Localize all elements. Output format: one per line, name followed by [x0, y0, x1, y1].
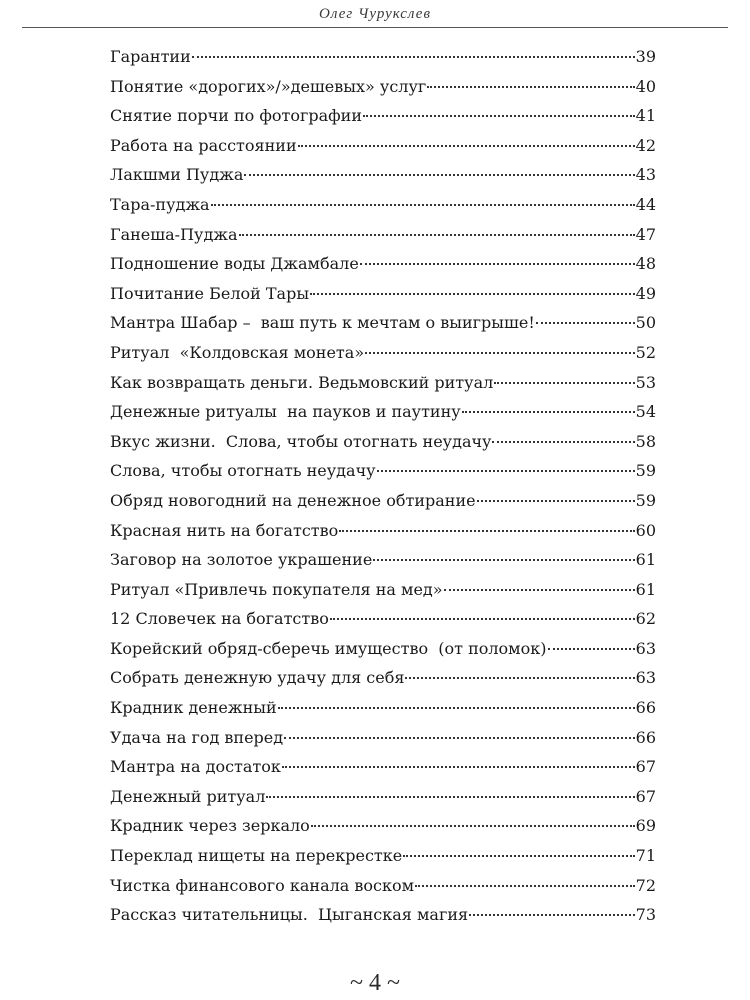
toc-entry-page: 59: [635, 461, 656, 481]
header-rule: [22, 27, 728, 28]
toc-entry-page: 62: [635, 609, 656, 629]
table-of-contents: [110, 42, 656, 930]
toc-entry-page: 54: [635, 402, 656, 422]
toc-entry: [110, 249, 656, 279]
toc-entry-title: Почитание Белой Тары: [110, 283, 310, 303]
toc-dot-leader: [536, 321, 635, 324]
toc-dot-leader: [403, 854, 634, 857]
toc-entry-page: 43: [635, 165, 656, 185]
toc-entry: [110, 131, 656, 161]
toc-dot-leader: [494, 381, 634, 384]
toc-entry-page: 39: [635, 47, 656, 66]
toc-entry: [110, 841, 656, 871]
toc-entry: [110, 900, 656, 930]
toc-dot-leader: [244, 173, 634, 176]
toc-entry: [110, 663, 656, 693]
toc-dot-leader: [211, 203, 635, 206]
toc-entry-page: 58: [635, 431, 656, 451]
toc-entry-title: Мантра на достаток: [110, 757, 281, 777]
toc-entry-title: Переклад нищеты на перекрестке: [110, 846, 403, 866]
toc-entry-title: Тара-пуджа: [110, 194, 210, 214]
toc-dot-leader: [192, 55, 635, 58]
running-header: [0, 0, 750, 36]
toc-entry: [110, 279, 656, 309]
toc-dot-leader: [282, 765, 635, 768]
toc-dot-leader: [405, 676, 634, 679]
toc-entry-page: 73: [635, 905, 656, 925]
toc-entry-title: Обряд новогодний на денежное обтирание: [110, 490, 476, 510]
toc-dot-leader: [477, 499, 635, 502]
toc-dot-leader: [492, 440, 634, 443]
toc-entry-page: 63: [635, 638, 656, 658]
toc-entry-page: 53: [635, 372, 656, 392]
toc-entry-page: 42: [635, 135, 656, 155]
toc-entry: [110, 42, 656, 72]
toc-entry-title: Рассказ читательницы. Цыганская магия: [110, 905, 469, 925]
author-name: Олег Чурукслев: [319, 6, 431, 22]
toc-entry: [110, 516, 656, 546]
toc-entry-page: 50: [635, 313, 656, 333]
toc-entry-title: Чистка финансового канала воском: [110, 875, 415, 895]
toc-entry-title: Удача на год вперед: [110, 727, 284, 747]
toc-dot-leader: [377, 469, 635, 472]
toc-entry-title: Подношение воды Джамбале: [110, 254, 359, 274]
toc-entry: [110, 368, 656, 398]
toc-entry: [110, 427, 656, 457]
toc-entry: [110, 72, 656, 102]
toc-entry: [110, 308, 656, 338]
toc-entry: [110, 397, 656, 427]
toc-entry-title: Ритуал «Колдовская монета»: [110, 342, 365, 362]
toc-entry-page: 41: [635, 106, 656, 126]
toc-entry-title: Корейский обряд-сберечь имущество (от поломок): [110, 638, 547, 658]
toc-entry-title: Снятие порчи по фотографии: [110, 106, 362, 126]
toc-entry-title: Крадник денежный: [110, 698, 277, 718]
toc-dot-leader: [415, 884, 635, 887]
toc-entry-page: 52: [635, 342, 656, 362]
toc-entry: [110, 456, 656, 486]
toc-entry-page: 40: [635, 76, 656, 96]
toc-entry-title: 12 Словечек на богатство: [110, 609, 329, 629]
toc-entry: [110, 575, 656, 605]
toc-entry: [110, 220, 656, 250]
toc-entry-title: Крадник через зеркало: [110, 816, 310, 836]
toc-entry-page: 69: [635, 816, 656, 836]
toc-entry: [110, 752, 656, 782]
toc-dot-leader: [278, 706, 635, 709]
toc-entry: [110, 160, 656, 190]
toc-entry-page: 71: [635, 846, 656, 866]
toc-entry: [110, 486, 656, 516]
toc-entry-title: Мантра Шабар – ваш путь к мечтам о выигрыше!: [110, 313, 535, 333]
toc-entry-page: 61: [635, 579, 656, 599]
toc-dot-leader: [427, 85, 634, 88]
toc-entry-title: Работа на расстоянии: [110, 135, 297, 155]
toc-dot-leader: [239, 233, 635, 236]
toc-entry-title: Ганеша-Пуджа: [110, 224, 238, 244]
toc-entry-title: Денежные ритуалы на пауков и паутину: [110, 402, 461, 422]
toc-entry-title: Как возвращать деньги. Ведьмовский ритуал: [110, 372, 494, 392]
toc-entry-page: 59: [635, 490, 656, 510]
toc-entry-page: 66: [635, 698, 656, 718]
toc-entry-title: Красная нить на богатство: [110, 520, 339, 540]
toc-entry: [110, 338, 656, 368]
toc-entry: [110, 634, 656, 664]
page-number: ~ 4 ~: [350, 970, 400, 996]
toc-entry-title: Понятие «дорогих»/»дешевых» услуг: [110, 76, 427, 96]
toc-entry: [110, 101, 656, 131]
toc-dot-leader: [548, 647, 635, 650]
toc-entry-title: Гарантии: [110, 47, 191, 66]
toc-dot-leader: [365, 351, 635, 354]
toc-entry-page: 44: [635, 194, 656, 214]
toc-dot-leader: [311, 824, 635, 827]
toc-entry: [110, 871, 656, 901]
toc-entry-page: 67: [635, 757, 656, 777]
toc-dot-leader: [444, 588, 635, 591]
toc-entry-page: 48: [635, 254, 656, 274]
toc-entry-title: Вкус жизни. Слова, чтобы отогнать неудачу: [110, 431, 492, 451]
toc-entry-page: 61: [635, 550, 656, 570]
toc-dot-leader: [284, 736, 635, 739]
toc-entry-page: 60: [635, 520, 656, 540]
toc-dot-leader: [266, 795, 634, 798]
toc-dot-leader: [298, 144, 635, 147]
toc-dot-leader: [363, 114, 635, 117]
toc-dot-leader: [373, 558, 634, 561]
toc-entry-page: 67: [635, 786, 656, 806]
toc-dot-leader: [330, 617, 635, 620]
toc-entry-title: Заговор на золотое украшение: [110, 550, 373, 570]
toc-entry-page: 49: [635, 283, 656, 303]
toc-dot-leader: [339, 529, 634, 532]
toc-entry: [110, 693, 656, 723]
toc-entry-title: Собрать денежную удачу для себя: [110, 668, 405, 688]
toc-dot-leader: [462, 410, 635, 413]
toc-entry: [110, 811, 656, 841]
toc-dot-leader: [310, 292, 635, 295]
toc-entry: [110, 190, 656, 220]
toc-entry-page: 47: [635, 224, 656, 244]
toc-entry-title: Ритуал «Привлечь покупателя на мед»: [110, 579, 443, 599]
toc-entry: [110, 604, 656, 634]
toc-entry: [110, 782, 656, 812]
toc-entry: [110, 723, 656, 753]
toc-entry-title: Денежный ритуал: [110, 786, 266, 806]
toc-entry-title: Лакшми Пуджа: [110, 165, 244, 185]
toc-dot-leader: [469, 913, 635, 916]
toc-entry-page: 63: [635, 668, 656, 688]
toc-dot-leader: [360, 262, 635, 265]
toc-entry-page: 66: [635, 727, 656, 747]
toc-entry-page: 72: [635, 875, 656, 895]
toc-entry: [110, 545, 656, 575]
toc-entry-title: Слова, чтобы отогнать неудачу: [110, 461, 376, 481]
